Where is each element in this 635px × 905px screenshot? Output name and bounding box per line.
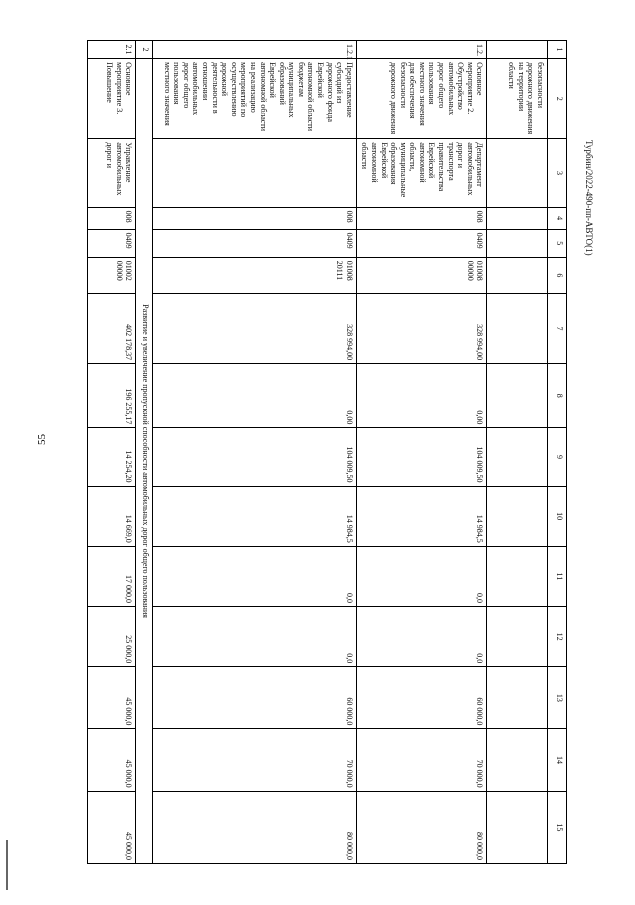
table-cell [487, 546, 547, 606]
header-cell: 9 [547, 428, 566, 486]
table-cell: 2.1 [88, 41, 136, 59]
header-cell: 14 [547, 729, 566, 791]
table-cell: Управление автомобильных дорог и [88, 139, 136, 207]
table-cell [487, 791, 547, 863]
header-cell: 10 [547, 486, 566, 546]
table-cell: 14 669,0 [88, 486, 136, 546]
header-cell: 11 [547, 546, 566, 606]
header-cell: 3 [547, 139, 566, 207]
table-cell [487, 207, 547, 229]
page-number: 55 [36, 434, 48, 445]
table-cell: 01002 00000 [88, 257, 136, 293]
table-cell: 0,00 [356, 364, 487, 428]
table-cell: Предоставление субсидий из дорожного фонда Еврейской автономной области бюджетам муниципальных образований Еврейской автономной области на реализацию мероприятий по осуществлению дорожной деятельности в отношении автомобильных дорог общего пользования местного значения [153, 59, 356, 139]
header-cell: 8 [547, 364, 566, 428]
binder-margin-line [6, 840, 8, 890]
table-cell: 0,0 [153, 546, 356, 606]
document-code: Турбин/2022-490-пп-АВТО(1) [584, 140, 594, 256]
table-cell [487, 139, 547, 207]
table-cell: 328 994,00 [356, 293, 487, 363]
header-cell: 12 [547, 606, 566, 666]
table-cell: 01008 00000 [356, 257, 487, 293]
table-cell: 1.2. [356, 41, 487, 59]
table-cell: 01008 20111 [153, 257, 356, 293]
table-cell [153, 139, 356, 207]
table-cell: 45 000,0 [88, 729, 136, 791]
table-cell: 008 [88, 207, 136, 229]
table-cell: 0409 [356, 229, 487, 257]
table-cell: 80 000,0 [356, 791, 487, 863]
table-cell: 402 178,37 [88, 293, 136, 363]
table-cell: 25 000,0 [88, 606, 136, 666]
header-row [547, 41, 566, 864]
table-cell [487, 729, 547, 791]
table-cell [487, 486, 547, 546]
table-cell: Основное мероприятие 3. Повышение [88, 59, 136, 139]
header-cell: 5 [547, 229, 566, 257]
table-cell: 1.2.1 [153, 41, 356, 59]
table-cell [487, 606, 547, 666]
table-cell: 80 000,0 [153, 791, 356, 863]
section-number: 2 [136, 41, 153, 59]
table-cell: 14 984,5 [356, 486, 487, 546]
table-cell: 0,00 [153, 364, 356, 428]
header-cell: 7 [547, 293, 566, 363]
table-row [88, 41, 136, 864]
table-row [356, 41, 487, 864]
table-cell: 196 255,17 [88, 364, 136, 428]
table-cell: Основное мероприятие 2. Обустройство автомобильных дорог общего пользования местного значения для обеспечения безопасности дорожного движения [356, 59, 487, 139]
table-cell: 14 984,5 [153, 486, 356, 546]
table-cell: безопасности дорожного движения на территории области [487, 59, 547, 139]
table-cell [487, 229, 547, 257]
header-cell: 1 [547, 41, 566, 59]
header-cell: 4 [547, 207, 566, 229]
table-cell: 104 009,50 [153, 428, 356, 486]
table-cell: 0409 [153, 229, 356, 257]
header-cell: 2 [547, 59, 566, 139]
table-cell: 0,0 [356, 606, 487, 666]
table-row [487, 41, 547, 864]
table-cell: 14 254,20 [88, 428, 136, 486]
table-cell: 0,0 [356, 546, 487, 606]
table-cell [487, 41, 547, 59]
table-cell: 45 000,0 [88, 791, 136, 863]
header-cell: 13 [547, 667, 566, 729]
table-row [153, 41, 356, 864]
table-cell [487, 293, 547, 363]
section-title: Развитие и увеличение пропускной способности автомобильных дорог общего пользования [136, 59, 153, 864]
header-cell: 6 [547, 257, 566, 293]
table-cell: 008 [153, 207, 356, 229]
table-cell: 60 000,0 [356, 667, 487, 729]
table-cell: 70 000,0 [356, 729, 487, 791]
table-cell [487, 428, 547, 486]
section-row [136, 41, 153, 864]
table-cell [487, 667, 547, 729]
table-cell: 45 000,0 [88, 667, 136, 729]
table-cell: 60 000,0 [153, 667, 356, 729]
rotated-table-container [87, 40, 567, 864]
table-cell: 328 994,00 [153, 293, 356, 363]
table-cell: 17 000,0 [88, 546, 136, 606]
table-cell: 104 009,50 [356, 428, 487, 486]
table-cell: 0,0 [153, 606, 356, 666]
table-cell: 70 000,0 [153, 729, 356, 791]
table-cell: Департамент автомобильных дорог и транспорта правительства Еврейской автономной области, муниципальные образования Еврейской автономной области [356, 139, 487, 207]
table-cell [487, 257, 547, 293]
table-cell: 0409 [88, 229, 136, 257]
header-cell: 15 [547, 791, 566, 863]
table-cell: 008 [356, 207, 487, 229]
table-cell [487, 364, 547, 428]
budget-table [87, 40, 567, 864]
